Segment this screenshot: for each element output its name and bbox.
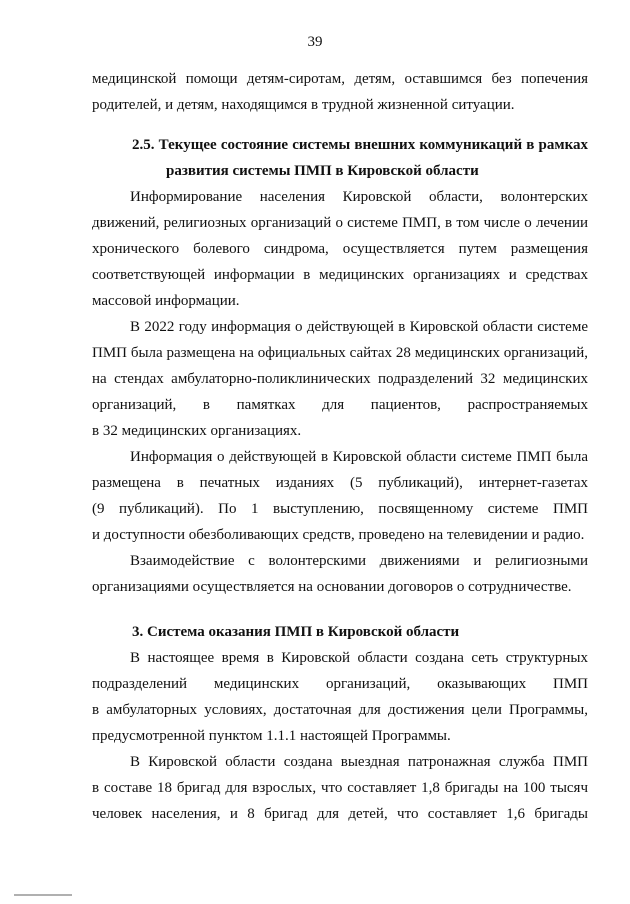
paragraph-2022 [92,314,588,444]
paragraph-patronage [92,749,588,827]
text-line: размещена в печатных изданиях (5 публикаций), интернет-газетах [92,475,588,491]
text-line: соответствующей информации в медицинских организациях и средствах [92,267,588,283]
text-line: организациями осуществляется на основании договоров о сотрудничестве. [92,579,572,595]
text-line: человек населения, и 8 бригад для детей, что составляет 1,6 бригады [92,806,588,822]
text-line: Взаимодействие с волонтерскими движениями и религиозными [130,553,588,569]
text-line: ПМП была размещена на официальных сайтах 28 медицинских организаций, [92,345,588,361]
paragraph-network [92,645,588,749]
text-line: Информация о действующей в Кировской области системе ПМП была [130,449,588,465]
section-heading-3: 3. Система оказания ПМП в Кировской области [132,624,460,640]
text-line: Информирование населения Кировской области, волонтерских [130,189,588,205]
paragraph-volunteers [92,548,588,600]
text-line: медицинской помощи детям-сиротам, детям, оставшимся без попечения [92,71,588,87]
page-number: 39 [307,34,323,50]
text-line: движений, религиозных организаций о системе ПМП, в том числе о лечении [92,215,588,231]
text-line: родителей, и детям, находящимся в трудной жизненной ситуации. [92,97,515,113]
text-line: В 2022 году информация о действующей в Кировской области системе [130,319,588,335]
text-line: в 32 медицинских организациях. [92,423,302,439]
text-line: предусмотренной пунктом 1.1.1 настоящей Программы. [92,728,451,744]
text-line: на стендах амбулаторно-поликлинических подразделений 32 медицинских [92,371,588,387]
text-line: хронического болевого синдрома, осуществляется путем размещения [92,241,588,257]
page-content [92,66,588,827]
scan-artifact-line [14,894,72,896]
section-heading-2-5 [92,132,588,184]
text-line: и доступности обезболивающих средств, проведено на телевидении и радио. [92,527,585,543]
heading-line: развития системы ПМП в Кировской области [166,163,479,179]
paragraph-continuation [92,66,588,118]
text-line: (9 публикаций). По 1 выступлению, посвященному системе ПМП [92,501,588,517]
text-line: В настоящее время в Кировской области создана сеть структурных [130,650,588,666]
paragraph-publications [92,444,588,548]
text-line: В Кировской области создана выездная патронажная служба ПМП [130,754,588,770]
paragraph-informing [92,184,588,314]
text-line: в амбулаторных условиях, достаточная для достижения цели Программы, [92,702,588,718]
text-line: подразделений медицинских организаций, оказывающих ПМП [92,676,588,692]
heading-line: 2.5. Текущее состояние системы внешних коммуникаций в рамках [132,137,588,153]
text-line: организаций, в памятках для пациентов, распространяемых [92,397,588,413]
text-line: в составе 18 бригад для взрослых, что составляет 1,8 бригады на 100 тысяч [92,780,588,796]
text-line: массовой информации. [92,293,240,309]
